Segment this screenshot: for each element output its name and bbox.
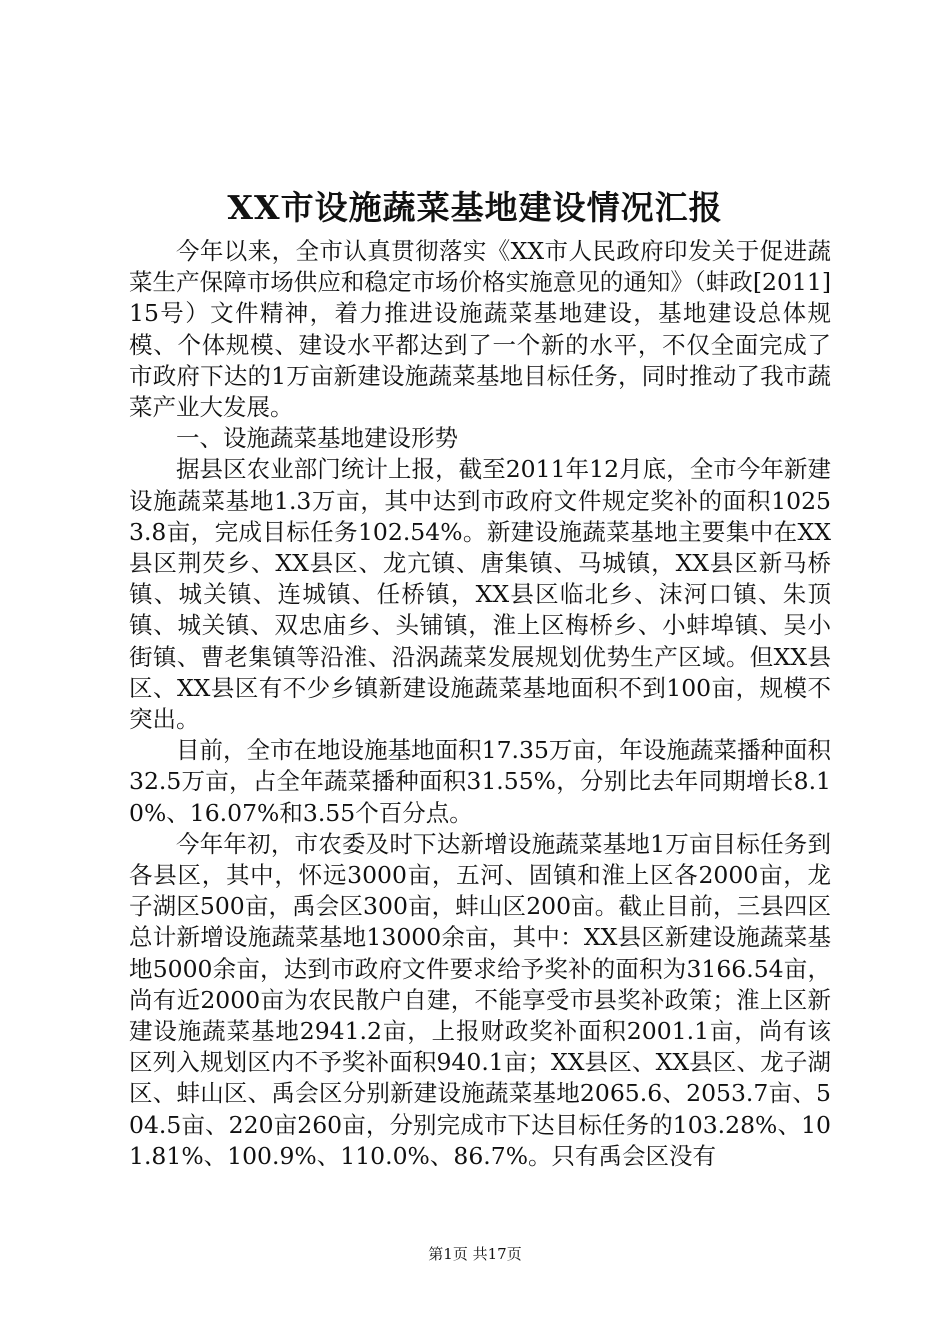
paragraph-intro: 今年以来，全市认真贯彻落实《XX市人民政府印发关于促进蔬菜生产保障市场供应和稳定市场价格实施意见的通知》（蚌政[2011]15号）文件精神，着力推进设施蔬菜基地建设，基地建设总体规模、个体规模、建设水平都达到了一个新的水平，不仅全面完成了市政府下达的1万亩新建设施蔬菜基地目标任务，同时推动了我市蔬菜产业大发展。: [129, 237, 831, 422]
paragraph-targets: 今年年初，市农委及时下达新增设施蔬菜基地1万亩目标任务到各县区，其中，怀远3000亩，五河、固镇和淮上区各2000亩，龙子湖区500亩，禹会区300亩，蚌山区200亩。截止目前，三县四区总计新增设施蔬菜基地13000余亩，其中：XX县区新建设施蔬菜基地5000余亩，达到市政府文件要求给予奖补的面积为3166.54亩，尚有近2000亩为农民散户自建，不能享受市县奖补政策；淮上区新建设施蔬菜基地2941.2亩，上报财政奖补面积2001.1亩，尚有该区列入规划区内不予奖补面积940.1亩；XX县区、XX县区、龙子湖区、蚌山区、禹会区分别新建设施蔬菜基地2065.6、2053.7亩、504.5亩、220亩260亩，分别完成市下达目标任务的103.28%、101.81%、100.9%、110.0%、86.7%。只有禹会区没有: [129, 829, 831, 1170]
section-heading: 一、设施蔬菜基地建设形势: [176, 424, 458, 453]
document-body: [129, 236, 831, 1172]
paragraph-current-area: 目前，全市在地设施基地面积17.35万亩，年设施蔬菜播种面积32.5万亩，占全年蔬菜播种面积31.55%，分别比去年同期增长8.10%、16.07%和3.55个百分点。: [129, 736, 831, 827]
document-title: XX市设施蔬菜基地建设情况汇报: [227, 188, 723, 227]
page-footer: 第1页 共17页: [428, 1245, 522, 1263]
paragraph-construction-status: 据县区农业部门统计上报，截至2011年12月底，全市今年新建设施蔬菜基地1.3万亩，其中达到市政府文件规定奖补的面积10253.8亩，完成目标任务102.54%。新建设施蔬菜基地主要集中在XX县区荆芡乡、XX县区、龙亢镇、唐集镇、马城镇，XX县区新马桥镇、城关镇、连城镇、任桥镇，XX县区临北乡、沫河口镇、朱顶镇、城关镇、双忠庙乡、头铺镇，淮上区梅桥乡、小蚌埠镇、吴小街镇、曹老集镇等沿淮、沿涡蔬菜发展规划优势生产区域。但XX县区、XX县区有不少乡镇新建设施蔬菜基地面积不到100亩，规模不突出。: [129, 455, 831, 734]
